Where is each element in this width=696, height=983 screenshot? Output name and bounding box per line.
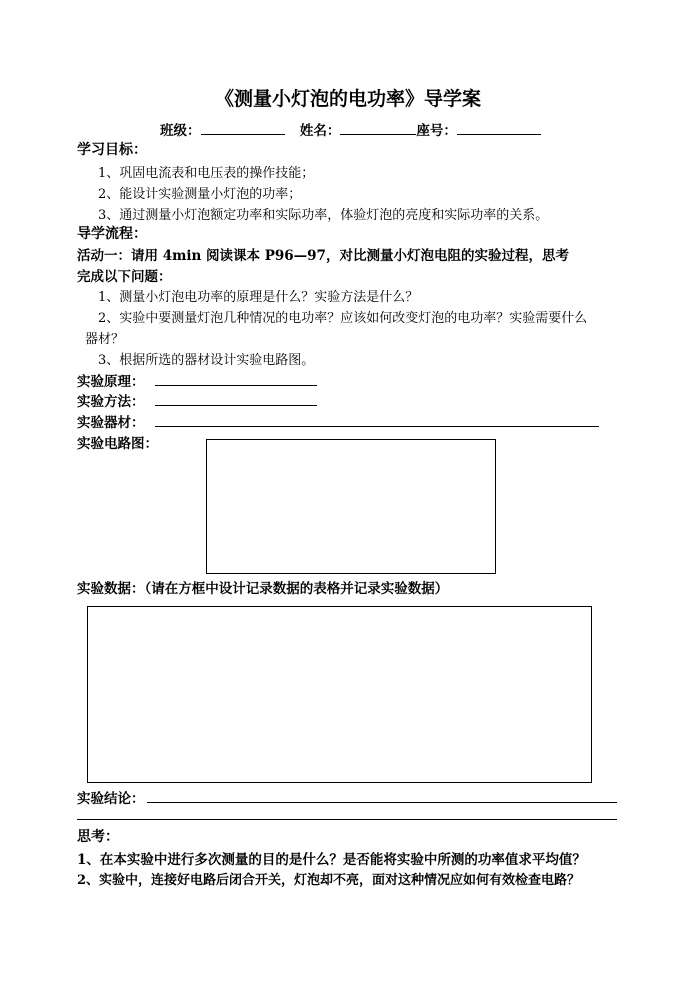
method-blank[interactable] [155,405,317,406]
equipment-label: 实验器材： [77,415,145,431]
question-3: 3、根据所选的器材设计实验电路图。 [98,353,315,368]
name-label: 姓名： [299,123,341,139]
thinking-heading: 思考： [77,829,119,845]
objective-2: 2、能设计实验测量小灯泡的功率； [98,187,302,202]
process-heading: 导学流程： [77,226,147,242]
principle-label: 实验原理： [77,374,145,390]
class-label: 班级： [160,123,201,139]
conclusion-blank-1[interactable] [147,802,617,803]
question-1: 1、测量小灯泡电功率的原理是什么？实验方法是什么？ [98,290,419,305]
thinking-question-1: 1、在本实验中进行多次测量的目的是什么？是否能将实验中所测的功率值求平均值？ [77,852,586,868]
page-title: 《测量小灯泡的电功率》导学案 [214,88,481,110]
class-blank[interactable] [201,121,285,135]
objectives-heading: 学习目标： [77,142,147,158]
conclusion-blank-2[interactable] [77,819,617,820]
activity-line-1: 活动一：请用 4min 阅读课本 P96—97，对比测量小灯泡电阻的实验过程，思考 [77,248,569,264]
thinking-question-2: 2、实验中，连接好电路后闭合开关，灯泡却不亮，面对这种情况应如何有效检查电路？ [77,873,581,888]
method-label: 实验方法： [77,394,145,410]
name-blank[interactable] [340,121,416,135]
question-2-continued: 器材？ [85,332,125,347]
seat-blank[interactable] [457,121,541,135]
seat-label: 座号： [416,123,457,139]
objective-1: 1、巩固电流表和电压表的操作技能； [98,166,315,181]
objective-3: 3、通过测量小灯泡额定功率和实际功率，体验灯泡的亮度和实际功率的关系。 [98,208,549,223]
circuit-label: 实验电路图： [77,436,158,452]
conclusion-label: 实验结论： [77,791,145,807]
question-2: 2、实验中要测量灯泡几种情况的电功率？应该如何改变灯泡的电功率？实验需要什么 [98,311,588,326]
principle-blank[interactable] [155,385,317,386]
equipment-blank[interactable] [155,426,599,427]
activity-line-2: 完成以下问题： [77,269,172,285]
student-info-row [160,119,541,139]
data-label: 实验数据：（请在方框中设计记录数据的表格并记录实验数据） [77,581,449,597]
circuit-diagram-box[interactable] [206,439,496,574]
data-table-box[interactable] [87,606,592,783]
